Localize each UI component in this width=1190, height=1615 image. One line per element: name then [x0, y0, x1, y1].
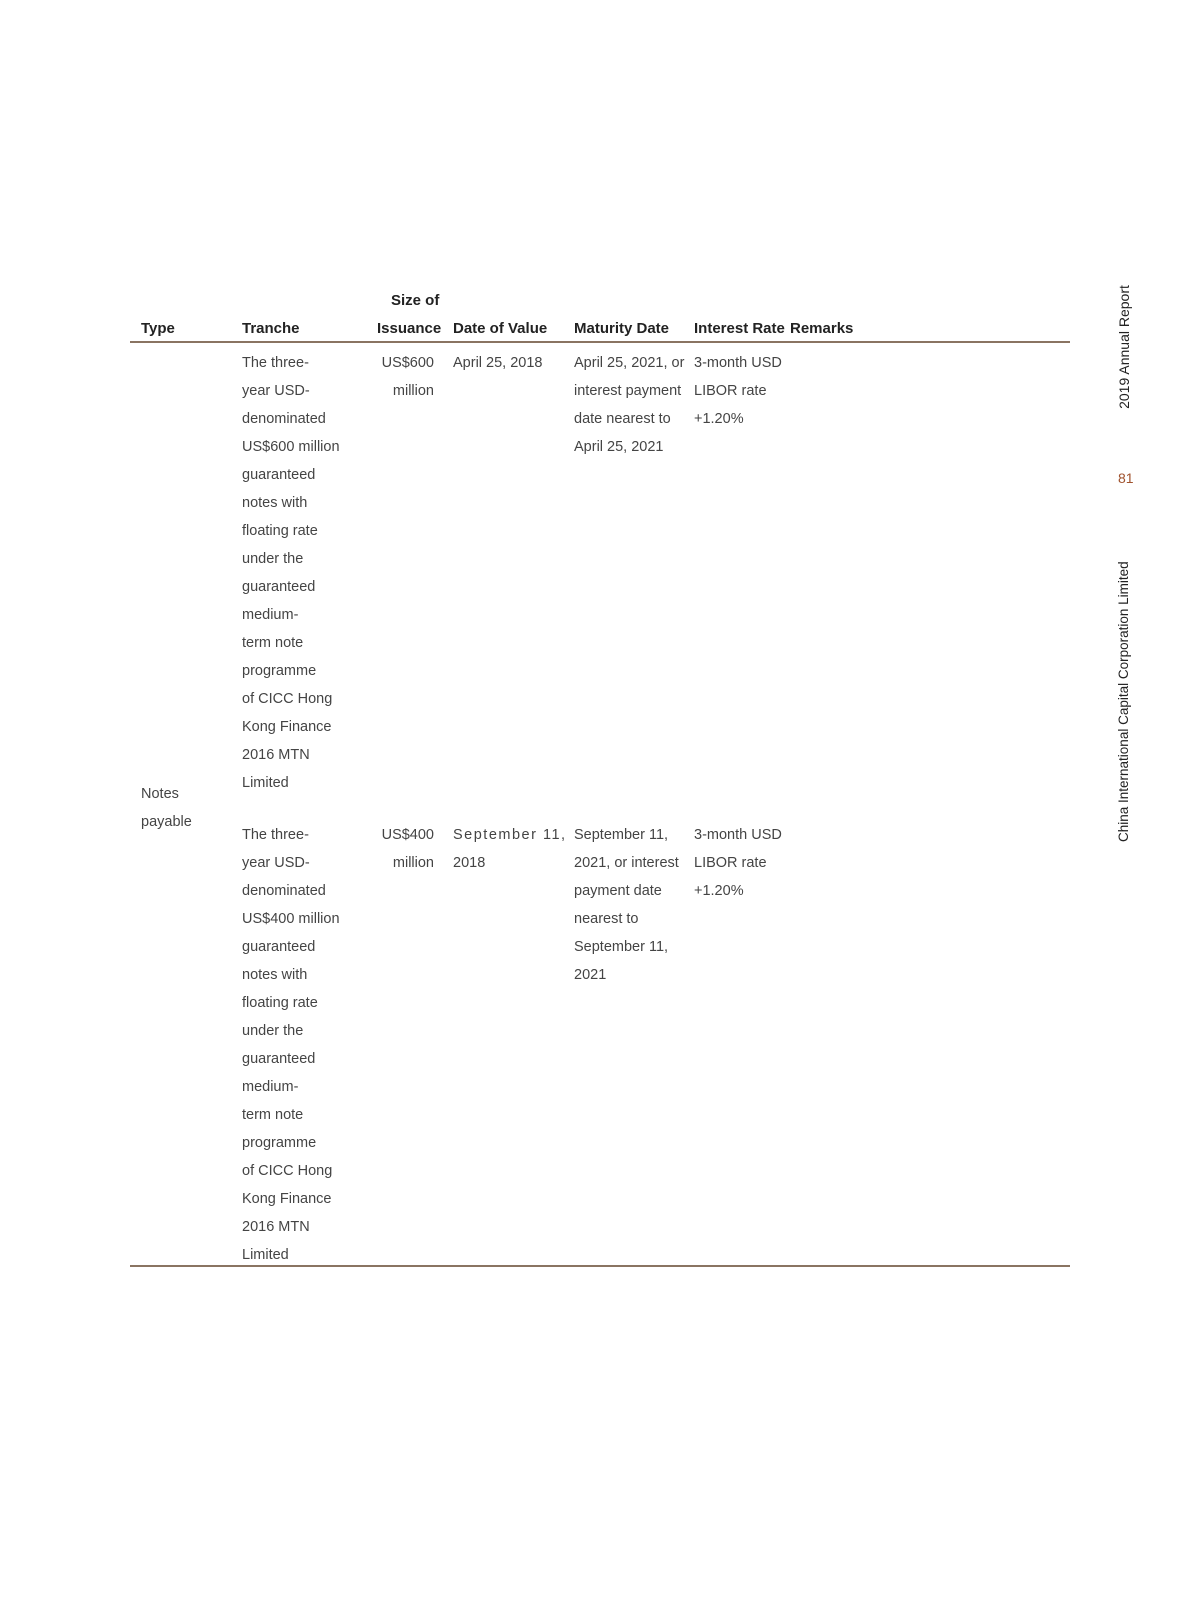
tranche-line: US$600 million: [242, 439, 340, 455]
header-size-line1: Size of: [391, 292, 440, 309]
tranche-line: Limited: [242, 775, 289, 791]
interest-line: +1.20%: [694, 411, 744, 427]
header-type: Type: [141, 320, 175, 337]
date-line: 2018: [453, 855, 486, 871]
header-remarks: Remarks: [790, 320, 854, 337]
size-line: US$600: [381, 355, 434, 371]
interest-line: LIBOR rate: [694, 855, 767, 871]
tranche-line: The three-: [242, 827, 309, 843]
tranche-line: term note: [242, 635, 304, 651]
interest-line: 3-month USD: [694, 355, 782, 371]
header-maturity-date: Maturity Date: [574, 320, 670, 337]
interest-line: LIBOR rate: [694, 383, 767, 399]
page-number: 81: [1118, 470, 1134, 486]
maturity-line: April 25, 2021, or: [574, 355, 685, 371]
header-tranche: Tranche: [242, 320, 300, 337]
tranche-line: guaranteed: [242, 939, 316, 955]
row2-date-of-value: [453, 821, 567, 877]
tranche-line: programme: [242, 1135, 317, 1151]
tranche-line: medium-: [242, 607, 299, 623]
tranche-line: 2016 MTN: [242, 1219, 310, 1235]
maturity-line: September 11,: [574, 939, 669, 955]
interest-line: 3-month USD: [694, 827, 782, 843]
row1-date-of-value: [453, 349, 542, 377]
date-line: September 11,: [453, 827, 567, 843]
tranche-line: medium-: [242, 1079, 299, 1095]
interest-line: +1.20%: [694, 883, 744, 899]
row2-maturity: [574, 821, 679, 989]
header-rule: [130, 341, 1070, 343]
size-line: US$400: [381, 827, 434, 843]
tranche-line: year USD-: [242, 383, 310, 399]
tranche-line: US$400 million: [242, 911, 340, 927]
type-notes-payable: [141, 780, 192, 836]
tranche-line: term note: [242, 1107, 304, 1123]
tranche-line: Kong Finance: [242, 719, 332, 735]
tranche-line: of CICC Hong: [242, 1163, 333, 1179]
report-title: 2019 Annual Report: [1116, 285, 1132, 409]
tranche-line: of CICC Hong: [242, 691, 333, 707]
tranche-line: Kong Finance: [242, 1191, 332, 1207]
tranche-line: denominated: [242, 411, 326, 427]
size-line: million: [392, 383, 434, 399]
tranche-line: under the: [242, 551, 304, 567]
row2-tranche: [242, 821, 340, 1269]
maturity-line: September 11,: [574, 827, 669, 843]
tranche-line: floating rate: [242, 523, 318, 539]
size-line: million: [392, 855, 434, 871]
tranche-line: notes with: [242, 495, 308, 511]
tranche-line: guaranteed: [242, 1051, 316, 1067]
header-size-line2: Issuance: [377, 320, 442, 337]
date-line: April 25, 2018: [453, 355, 543, 371]
maturity-line: payment date: [574, 883, 662, 899]
maturity-line: 2021, or interest: [574, 855, 679, 871]
tranche-line: notes with: [242, 967, 308, 983]
row1-maturity: [574, 349, 684, 461]
tranche-line: programme: [242, 663, 317, 679]
tranche-line: The three-: [242, 355, 309, 371]
tranche-line: guaranteed: [242, 467, 316, 483]
company-name: China International Capital Corporation Limited: [1116, 561, 1131, 842]
maturity-line: date nearest to: [574, 411, 671, 427]
bottom-rule: [130, 1265, 1070, 1267]
row1-tranche: [242, 349, 340, 797]
tranche-line: guaranteed: [242, 579, 316, 595]
tranche-line: Limited: [242, 1247, 289, 1263]
header-date-of-value: Date of Value: [453, 320, 548, 337]
row1-interest: [694, 349, 782, 433]
type-line: payable: [141, 814, 192, 830]
tranche-line: year USD-: [242, 855, 310, 871]
row2-size: [370, 821, 434, 877]
maturity-line: April 25, 2021: [574, 439, 664, 455]
type-line: Notes: [141, 786, 179, 802]
tranche-line: under the: [242, 1023, 304, 1039]
row1-size: [370, 349, 434, 405]
maturity-line: interest payment: [574, 383, 682, 399]
maturity-line: nearest to: [574, 911, 639, 927]
row2-interest: [694, 821, 782, 905]
tranche-line: floating rate: [242, 995, 318, 1011]
maturity-line: 2021: [574, 967, 607, 983]
tranche-line: denominated: [242, 883, 326, 899]
header-interest-rate: Interest Rate: [694, 320, 785, 337]
tranche-line: 2016 MTN: [242, 747, 310, 763]
